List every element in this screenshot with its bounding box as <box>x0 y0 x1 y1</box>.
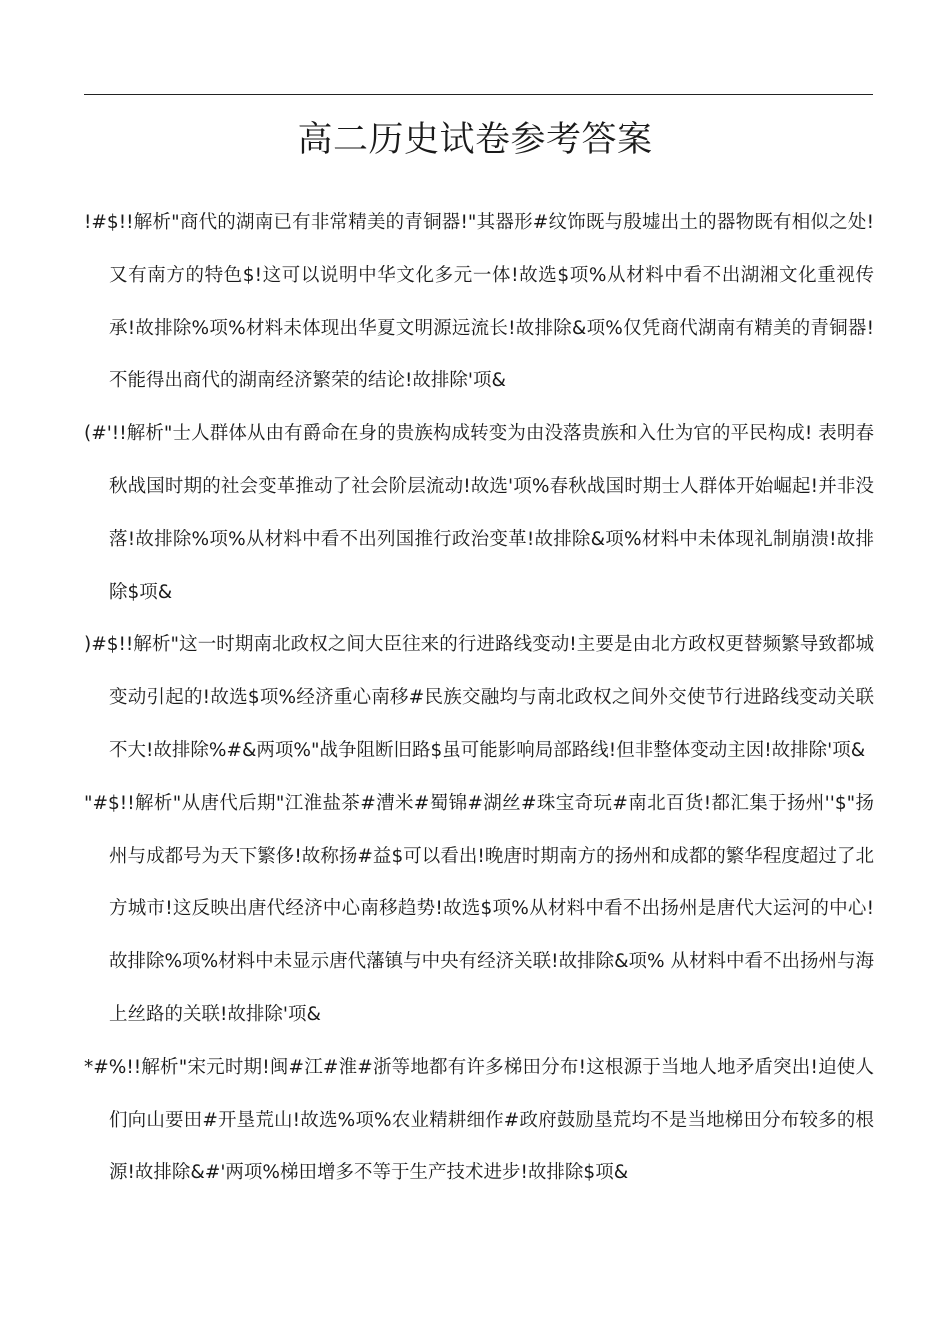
answer-item-2: (#'!!解析"士人群体从由有爵命在身的贵族构成转变为由没落贵族和入仕为官的平民构成! 表明春秋战国时期的社会变革推动了社会阶层流动!故选'项%春秋战国时期士人群体开始崛起!并非没落!故排除%项%从材料中看不出列国推行政治变革!故排除&项%材料中未体现礼制崩溃!故排除$项& <box>84 423 874 603</box>
page-title: 高二历史试卷参考答案 <box>297 120 653 160</box>
answer-item-3: )#$!!解析"这一时期南北政权之间大臣往来的行进路线变动!主要是由北方政权更替频繁导致都城变动引起的!故选$项%经济重心南移#民族交融均与南北政权之间外交使节行进路线变动关联不大!故排除%#&两项%"战争阻断旧路$虽可能影响局部路线!但非整体变动主因!故排除'项& <box>84 634 874 761</box>
answer-list <box>84 197 874 1200</box>
answer-item-1: !#$!!解析"商代的湖南已有非常精美的青铜器!"其器形#纹饰既与殷墟出土的器物既有相似之处!又有南方的特色$!这可以说明中华文化多元一体!故选$项%从材料中看不出湖湘文化重视传承!故排除%项%材料未体现出华夏文明源远流长!故排除&项%仅凭商代湖南有精美的青铜器!不能得出商代的湖南经济繁荣的结论!故排除'项& <box>84 212 874 392</box>
answer-item-5: *#%!!解析"宋元时期!闽#江#淮#浙等地都有许多梯田分布!这根源于当地人地矛盾突出!迫使人们向山要田#开垦荒山!故选%项%农业精耕细作#政府鼓励垦荒均不是当地梯田分布较多的根源!故排除&#'两项%梯田增多不等于生产技术进步!故排除$项& <box>84 1056 874 1184</box>
header-rule <box>84 94 873 95</box>
answer-item-4: "#$!!解析"从唐代后期"江淮盐茶#漕米#蜀锦#湖丝#珠宝奇玩#南北百货!都汇集于扬州''$"扬州与成都号为天下繁侈!故称扬#益$可以看出!晚唐时期南方的扬州和成都的繁华程度超过了北方城市!这反映出唐代经济中心南移趋势!故选$项%从材料中看不出扬州是唐代大运河的中心!故排除%项%材料中未显示唐代藩镇与中央有经济关联!故排除&项% 从材料中看不出扬州与海上丝路的关联!故排除'项& <box>84 792 874 1025</box>
